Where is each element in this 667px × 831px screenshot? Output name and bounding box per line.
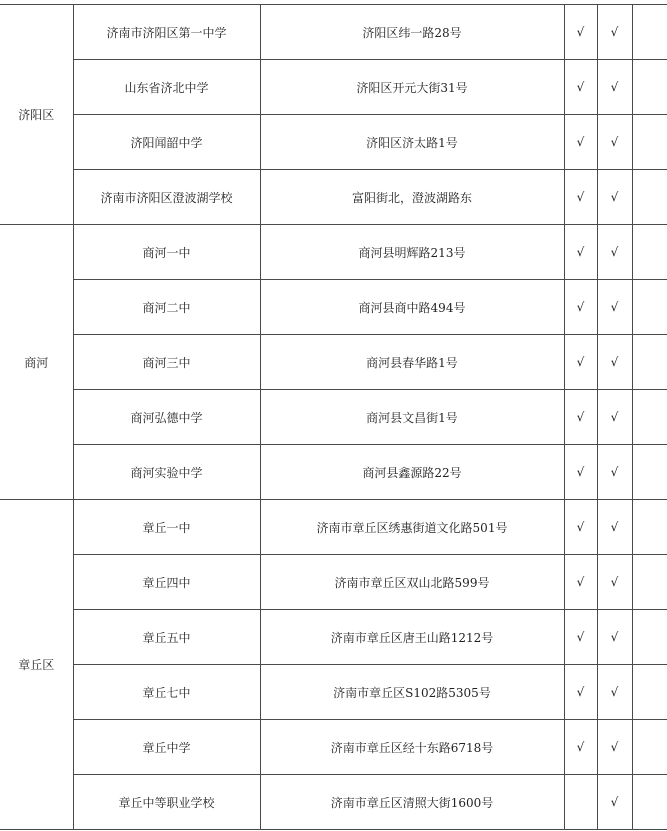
check-cell-a: √ xyxy=(564,500,597,555)
address-cell: 商河县明辉路213号 xyxy=(260,225,564,280)
check-cell-a: √ xyxy=(564,555,597,610)
table-row xyxy=(0,610,667,665)
check-cell-a: √ xyxy=(564,225,597,280)
table-row xyxy=(0,775,667,830)
empty-cell xyxy=(632,280,667,335)
check-cell-a: √ xyxy=(564,335,597,390)
check-cell-a: √ xyxy=(564,280,597,335)
empty-cell xyxy=(632,60,667,115)
school-table xyxy=(0,4,667,830)
table-row xyxy=(0,500,667,555)
empty-cell xyxy=(632,170,667,225)
check-cell-a: √ xyxy=(564,60,597,115)
school-name-cell: 章丘中等职业学校 xyxy=(73,775,260,830)
school-name-cell: 商河弘德中学 xyxy=(73,390,260,445)
check-cell-b: √ xyxy=(597,225,632,280)
table-row xyxy=(0,555,667,610)
school-name-cell: 章丘五中 xyxy=(73,610,260,665)
check-cell-b: √ xyxy=(597,5,632,60)
address-cell: 商河县春华路1号 xyxy=(260,335,564,390)
address-cell: 济阳区济太路1号 xyxy=(260,115,564,170)
address-cell: 商河县商中路494号 xyxy=(260,280,564,335)
table-row xyxy=(0,390,667,445)
district-cell: 商河 xyxy=(0,225,73,500)
school-name-cell: 商河一中 xyxy=(73,225,260,280)
check-cell-a: √ xyxy=(564,5,597,60)
check-cell-a: √ xyxy=(564,720,597,775)
address-cell: 济南市章丘区S102路5305号 xyxy=(260,665,564,720)
check-cell-a: √ xyxy=(564,665,597,720)
address-cell: 济南市章丘区双山北路599号 xyxy=(260,555,564,610)
check-cell-a: √ xyxy=(564,170,597,225)
empty-cell xyxy=(632,5,667,60)
school-name-cell: 济南市济阳区澄波湖学校 xyxy=(73,170,260,225)
empty-cell xyxy=(632,555,667,610)
school-name-cell: 商河二中 xyxy=(73,280,260,335)
empty-cell xyxy=(632,445,667,500)
check-cell-a: √ xyxy=(564,445,597,500)
school-name-cell: 章丘七中 xyxy=(73,665,260,720)
empty-cell xyxy=(632,720,667,775)
table-row xyxy=(0,115,667,170)
empty-cell xyxy=(632,500,667,555)
check-cell-b: √ xyxy=(597,775,632,830)
table-row xyxy=(0,225,667,280)
empty-cell xyxy=(632,665,667,720)
empty-cell xyxy=(632,775,667,830)
check-cell-a: √ xyxy=(564,610,597,665)
school-name-cell: 济阳闻韶中学 xyxy=(73,115,260,170)
check-cell-b: √ xyxy=(597,445,632,500)
empty-cell xyxy=(632,225,667,280)
address-cell: 济南市章丘区绣惠街道文化路501号 xyxy=(260,500,564,555)
address-cell: 济南市章丘区唐王山路1212号 xyxy=(260,610,564,665)
check-cell-b: √ xyxy=(597,665,632,720)
address-cell: 济南市章丘区清照大街1600号 xyxy=(260,775,564,830)
table-row xyxy=(0,720,667,775)
check-cell-b: √ xyxy=(597,280,632,335)
check-cell-b: √ xyxy=(597,115,632,170)
district-cell: 济阳区 xyxy=(0,5,73,225)
empty-cell xyxy=(632,335,667,390)
check-cell-b: √ xyxy=(597,335,632,390)
table-row xyxy=(0,445,667,500)
table-row xyxy=(0,280,667,335)
empty-cell xyxy=(632,115,667,170)
school-name-cell: 商河三中 xyxy=(73,335,260,390)
address-cell: 商河县鑫源路22号 xyxy=(260,445,564,500)
check-cell-a: √ xyxy=(564,390,597,445)
table-row xyxy=(0,60,667,115)
address-cell: 富阳街北，澄波湖路东 xyxy=(260,170,564,225)
school-name-cell: 济南市济阳区第一中学 xyxy=(73,5,260,60)
check-cell-b: √ xyxy=(597,555,632,610)
check-cell-b: √ xyxy=(597,610,632,665)
check-cell-b: √ xyxy=(597,390,632,445)
school-name-cell: 山东省济北中学 xyxy=(73,60,260,115)
check-cell-b: √ xyxy=(597,170,632,225)
table-row xyxy=(0,5,667,60)
address-cell: 济阳区纬一路28号 xyxy=(260,5,564,60)
school-name-cell: 章丘中学 xyxy=(73,720,260,775)
address-cell: 济南市章丘区经十东路6718号 xyxy=(260,720,564,775)
table-row xyxy=(0,665,667,720)
school-name-cell: 章丘一中 xyxy=(73,500,260,555)
table-row xyxy=(0,170,667,225)
empty-cell xyxy=(632,390,667,445)
check-cell-a: √ xyxy=(564,115,597,170)
school-name-cell: 章丘四中 xyxy=(73,555,260,610)
address-cell: 济阳区开元大街31号 xyxy=(260,60,564,115)
school-name-cell: 商河实验中学 xyxy=(73,445,260,500)
address-cell: 商河县文昌街1号 xyxy=(260,390,564,445)
empty-cell xyxy=(632,610,667,665)
table-row xyxy=(0,335,667,390)
check-cell-b: √ xyxy=(597,500,632,555)
table-body xyxy=(0,5,667,830)
check-cell-a xyxy=(564,775,597,830)
check-cell-b: √ xyxy=(597,720,632,775)
check-cell-b: √ xyxy=(597,60,632,115)
district-cell: 章丘区 xyxy=(0,500,73,830)
